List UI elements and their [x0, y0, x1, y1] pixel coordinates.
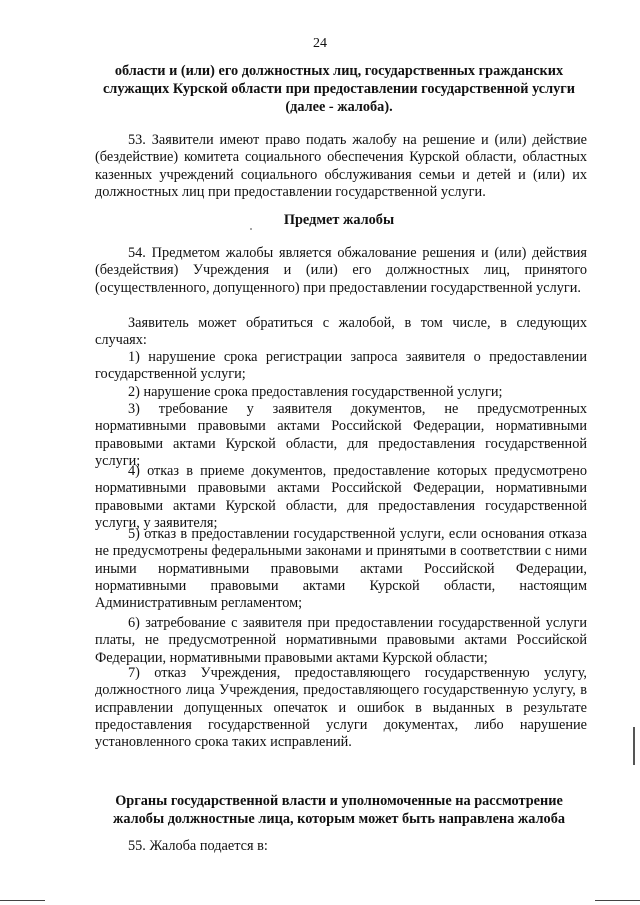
- case-item-7: 7) отказ Учреждения, предоставляющего государственную услугу, должностного лица Учреждения, предоставляющего государственную услугу, в исправлении допущенных опечаток и ошибок в выданных в результате предоставления государственной услуги документах, либо нарушение установленного срока таких исправлений.: [95, 665, 587, 751]
- case-item-4: 4) отказ в приеме документов, предоставление которых предусмотрено нормативными правовыми актами Российской Федерации, нормативными правовыми актами Курской области, для предоставления государственной услуги, у заявителя;: [95, 463, 587, 531]
- section-heading-subject: Предмет жалобы: [283, 212, 395, 228]
- case-item-3: 3) требование у заявителя документов, не предусмотренных нормативными правовыми актами Российской Федерации, нормативными правовыми актами Курской области, для предоставления государственной услуги;: [95, 401, 587, 469]
- page-number: 24: [313, 36, 327, 51]
- section-heading-bodies: Органы государственной власти и уполномоченные на рассмотрение жалобы должностные лица, которым может быть направлена жалоба: [113, 793, 565, 827]
- case-item-5: 5) отказ в предоставлении государственной услуги, если основания отказа не предусмотрены федеральными законами и принятыми в соответствии с ними иными нормативными правовыми актами Российской Федерации, нормативными правовыми актами Курской области, настоящим Административным регламентом;: [95, 526, 587, 612]
- paragraph-55: 55. Жалоба подается в:: [128, 838, 268, 854]
- scan-edge-line-right: [595, 900, 640, 901]
- case-item-2: 2) нарушение срока предоставления государственной услуги;: [128, 384, 503, 400]
- continued-heading: области и (или) его должностных лиц, государственных гражданских служащих Курской области при предоставлении государственной услуги (далее - жалоба).: [102, 63, 576, 115]
- scan-edge-mark: [633, 727, 635, 765]
- scan-edge-line-left: [0, 900, 45, 901]
- paragraph-53: 53. Заявители имеют право подать жалобу на решение и (или) действие (бездействие) комитета социального обеспечения Курской области, областных казенных учреждений социального обслуживания семьи и детей и (или) их должностных лиц при предоставлении государственной услуги.: [95, 132, 587, 200]
- paragraph-54: 54. Предметом жалобы является обжалование решения и (или) действия (бездействия) Учреждения и (или) его должностных лиц, принятого (осуществленного, допущенного) при предоставлении государственной услуги.: [95, 245, 587, 296]
- scan-speck: [250, 228, 252, 230]
- case-item-1: 1) нарушение срока регистрации запроса заявителя о предоставлении государственной услуги;: [95, 349, 587, 383]
- paragraph-cases-intro: Заявитель может обратиться с жалобой, в том числе, в следующих случаях:: [95, 315, 587, 349]
- case-item-6: 6) затребование с заявителя при предоставлении государственной услуги платы, не предусмотренной нормативными правовыми актами Российской Федерации, нормативными правовыми актами Курской области;: [95, 615, 587, 666]
